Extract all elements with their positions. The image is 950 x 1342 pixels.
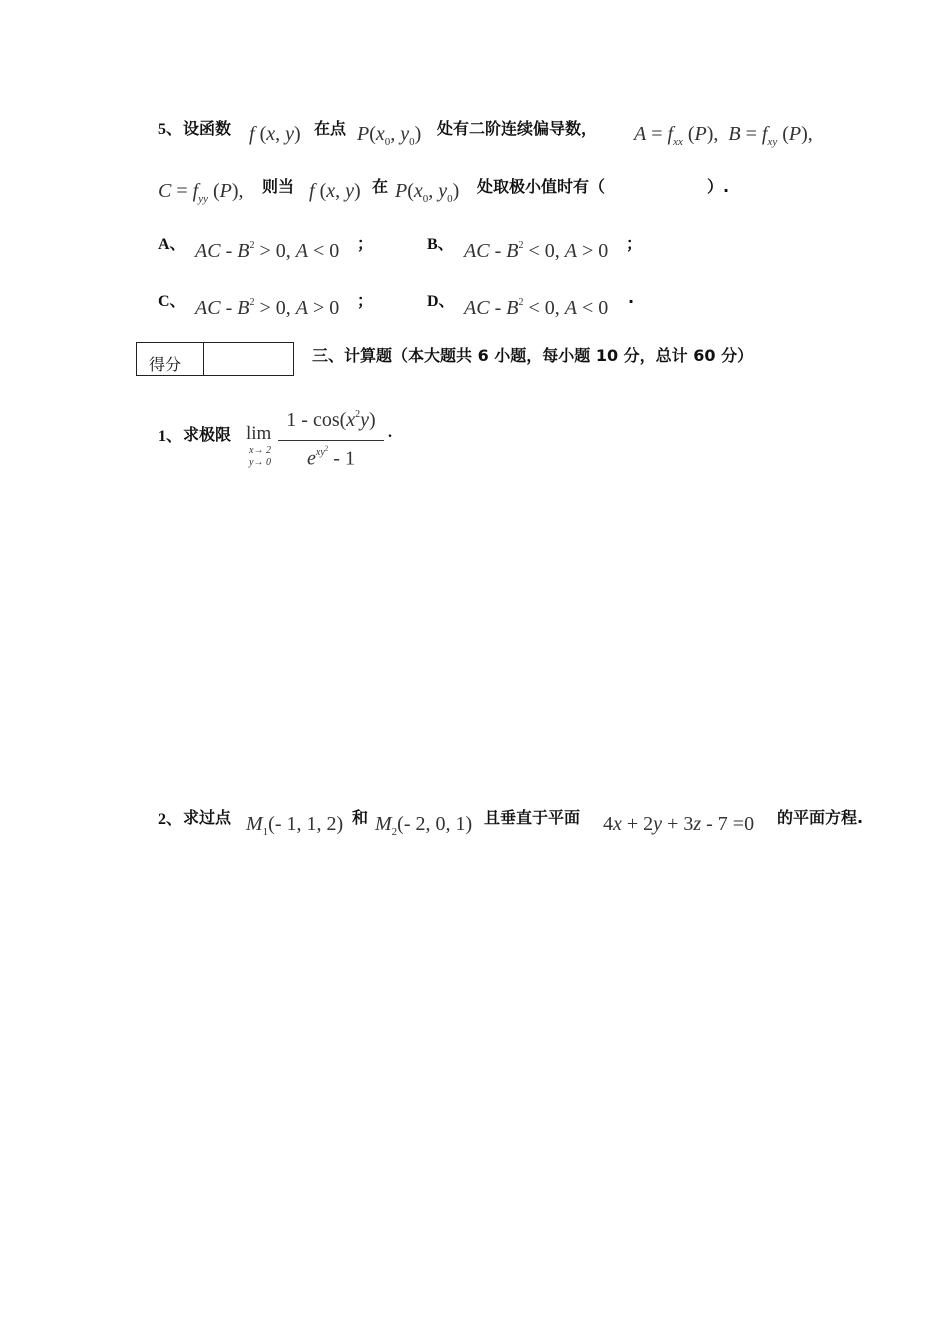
option-c-label: C、 bbox=[158, 293, 186, 310]
fraction-bar bbox=[278, 440, 384, 441]
question-text: 和 bbox=[352, 808, 369, 827]
question-end: . bbox=[388, 424, 392, 441]
question-number: 2、 bbox=[158, 811, 183, 828]
question-text: 且垂直于平面 bbox=[484, 808, 581, 827]
math-f-xy: f (x, y) bbox=[249, 123, 301, 145]
question-text: ）. bbox=[707, 177, 730, 196]
option-b-end: ； bbox=[626, 234, 643, 253]
question-text: 则当 bbox=[262, 177, 295, 196]
option-d-end: . bbox=[628, 288, 635, 307]
math-point-m1: $M_1(-$ 1, 1, 2) bbox=[246, 813, 344, 838]
option-b-expr: AC - $B^2 < 0$, A > 0 bbox=[464, 240, 609, 262]
limit-fraction bbox=[276, 409, 386, 469]
score-label: 得分 bbox=[149, 355, 182, 374]
fraction-denominator: $e^{xy^2} - 1$ bbox=[307, 445, 355, 470]
math-point-p: $P(x_0$, $y_0$) bbox=[395, 180, 460, 205]
question-text: 求过点 bbox=[183, 808, 232, 827]
question-text: 处取极小值时有（ bbox=[477, 177, 606, 196]
question-text: 处有二阶连续偏导数， bbox=[437, 119, 598, 138]
option-c-end: ； bbox=[357, 291, 374, 310]
question-number: 1、 bbox=[158, 428, 183, 445]
math-a-b-def: $A = f_{xx}$ (P), $B = f_{xy}$ (P), bbox=[634, 123, 813, 148]
option-a-label: A、 bbox=[158, 236, 186, 253]
math-point-p: $P(x_0$, $y_0$) bbox=[357, 123, 422, 148]
option-c-expr: AC - $B^2 > 0$, A > 0 bbox=[195, 297, 340, 319]
question-text: 在 bbox=[372, 177, 389, 196]
score-box bbox=[136, 342, 294, 376]
question-text: 设函数 bbox=[183, 119, 232, 138]
math-f-xy: f (x, y) bbox=[309, 180, 361, 202]
option-d-expr: AC - $B^2 < 0$, A < 0 bbox=[464, 297, 609, 319]
math-point-m2: $M_2(-$ 2, 0, 1) bbox=[375, 813, 473, 838]
question-text: 在点 bbox=[314, 119, 347, 138]
option-a-expr: AC - $B^2 > 0$, A < 0 bbox=[195, 240, 340, 262]
section-heading: 三、计算题（本大题共 6 小题，每小题 10 分，总计 60 分） bbox=[312, 346, 754, 365]
math-c-def: $C = f_{yy}$ (P), bbox=[158, 180, 244, 205]
question-text: 的平面方程. bbox=[777, 808, 864, 827]
question-text: 求极限 bbox=[183, 425, 232, 444]
option-d-label: D、 bbox=[427, 293, 455, 310]
score-label-cell bbox=[137, 343, 204, 375]
question-number: 5、 bbox=[158, 121, 183, 138]
option-b-label: B、 bbox=[427, 236, 454, 253]
math-plane-equation: 4x + 2y + 3z - 7 =0 bbox=[603, 813, 755, 835]
fraction-numerator: $1 - \cos(x^2y)$ bbox=[286, 409, 376, 431]
option-a-end: ； bbox=[357, 234, 374, 253]
limit-operator: lim x→ 2 y→ 0 bbox=[246, 423, 272, 468]
